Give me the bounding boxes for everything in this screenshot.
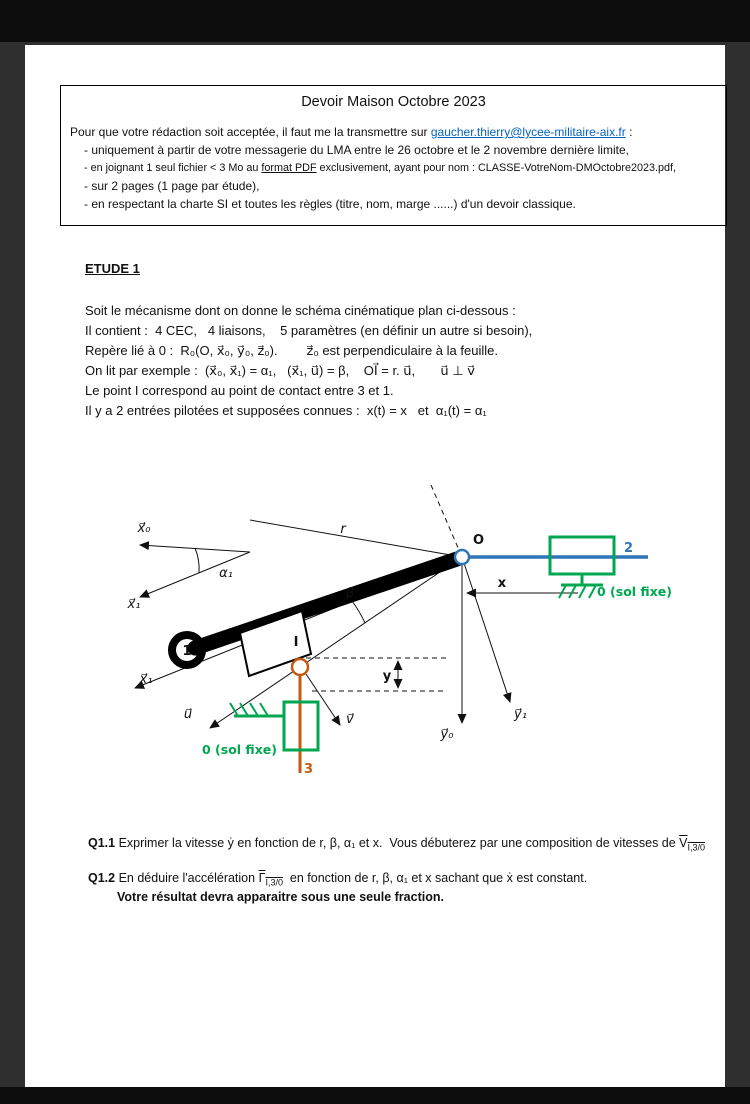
question-text: En déduire l'accélération bbox=[115, 871, 259, 885]
link-1-label: 1 bbox=[182, 644, 192, 659]
bullet-underlined: format PDF bbox=[261, 162, 317, 174]
point-I-label: I bbox=[293, 635, 299, 650]
link-1-body bbox=[195, 559, 457, 648]
bullet-text: - uniquement à partir de votre messagerie du LMA entre le 26 octobre et le 2 novembre dernière limite, bbox=[84, 143, 629, 157]
kinematic-diagram bbox=[100, 480, 700, 800]
notice-intro-colon: : bbox=[625, 125, 633, 139]
beta-label: β bbox=[345, 586, 355, 601]
ground-right-hatch bbox=[589, 585, 596, 598]
section-heading-etude-1: ETUDE 1 bbox=[85, 261, 140, 276]
ground-left-label: 0 (sol fixe) bbox=[202, 742, 277, 757]
beta-arc bbox=[352, 601, 365, 623]
y1-axis-label: y⃗₁ bbox=[514, 707, 527, 722]
u-axis-label: u⃗ bbox=[183, 707, 193, 722]
part-3-label: 3 bbox=[304, 762, 314, 777]
viewer-top-bar bbox=[0, 0, 750, 42]
etude-line: Il y a 2 entrées pilotées et supposées connues : x(t) = x et α₁(t) = α₁ bbox=[85, 403, 487, 418]
contact-point-I-circle bbox=[292, 659, 308, 675]
velocity-vector bbox=[679, 836, 706, 853]
ground-right-hatch bbox=[579, 585, 586, 598]
vector-symbol: V bbox=[679, 836, 688, 850]
r-label: r bbox=[340, 522, 346, 537]
y0-axis-label: y⃗₀ bbox=[440, 727, 454, 742]
etude-1-description bbox=[85, 301, 710, 421]
v-axis-line bbox=[306, 674, 340, 725]
part-2-label: 2 bbox=[624, 541, 634, 556]
etude-line: Soit le mécanisme dont on donne le schéma cinématique plan ci-dessous : bbox=[85, 303, 516, 318]
question-label: Q1.2 bbox=[88, 871, 116, 885]
vector-subscript: I,3/0 bbox=[265, 877, 283, 888]
viewer-bottom-bar bbox=[0, 1087, 750, 1104]
etude-line: Le point I correspond au point de contact entre 3 et 1. bbox=[85, 383, 394, 398]
bullet-text: - sur 2 pages (1 page par étude), bbox=[84, 179, 260, 193]
notice-intro-text: Pour que votre rédaction soit acceptée, il faut me la transmettre sur bbox=[70, 125, 431, 139]
bullet-text: exclusivement, ayant pour nom : CLASSE-VotreNom-DMOctobre2023.pdf, bbox=[316, 162, 677, 174]
y1-axis-dashed bbox=[431, 485, 462, 557]
notice-bullet-1 bbox=[84, 141, 717, 159]
document-title: Devoir Maison Octobre 2023 bbox=[301, 94, 486, 110]
notice-bullet-3 bbox=[84, 177, 717, 195]
email-link[interactable]: gaucher.thierry@lycee-militaire-aix.fr bbox=[430, 125, 626, 139]
x-dimension-label: x bbox=[497, 576, 507, 591]
x0-axis-label: x⃗₀ bbox=[137, 521, 151, 536]
question-1-2-note: Votre résultat devra apparaitre sous une seule fraction. bbox=[117, 890, 444, 904]
question-1-1 bbox=[88, 836, 738, 853]
question-1-2 bbox=[88, 871, 738, 888]
x1-lower-label: x⃗₁ bbox=[139, 672, 153, 687]
y-dimension-label: y bbox=[382, 669, 392, 684]
etude-line: Repère lié à 0 : R₀(O, x⃗₀, y⃗₀, z⃗₀). z⃗₀ est perpendiculaire à la feuille. bbox=[85, 343, 498, 358]
notice-bullet-4 bbox=[84, 195, 717, 213]
acceleration-vector bbox=[258, 871, 283, 888]
notice-intro bbox=[70, 123, 717, 141]
vector-symbol: Γ bbox=[258, 871, 266, 885]
document-page bbox=[25, 45, 725, 1087]
bullet-text: - en joignant 1 seul fichier < 3 Mo au bbox=[84, 162, 262, 174]
x1-upper-line bbox=[140, 552, 250, 597]
question-text: en fonction de r, β, α₁ et x sachant que ẋ est constant. bbox=[282, 871, 588, 885]
alpha1-arc bbox=[195, 548, 199, 573]
ground-right-hatch bbox=[569, 585, 576, 598]
question-text: Exprimer la vitesse ẏ en fonction de r, β, α₁ et x. Vous débuterez par une composition de vitesses de bbox=[115, 836, 680, 850]
etude-line: On lit par exemple : (x⃗₀, x⃗₁) = α₁, (x⃗₁, u⃗) = β, OI⃗ = r. u⃗, u⃗ ⊥ v⃗ bbox=[85, 363, 475, 378]
pivot-O-circle bbox=[455, 550, 469, 564]
ground-right-hatch bbox=[559, 585, 566, 598]
bullet-text: - en respectant la charte SI et toutes les règles (titre, nom, marge ......) d'un devoir classique. bbox=[84, 197, 576, 211]
etude-line: Il contient : 4 CEC, 4 liaisons, 5 paramètres (en définir un autre si besoin), bbox=[85, 323, 533, 338]
notice-bullet-2 bbox=[84, 159, 717, 177]
notice-box bbox=[60, 85, 727, 226]
ground-left-hatch bbox=[250, 703, 258, 716]
r-line bbox=[250, 520, 462, 557]
alpha1-label: α₁ bbox=[219, 566, 233, 581]
question-label: Q1.1 bbox=[88, 836, 116, 850]
ground-left-hatch bbox=[260, 703, 268, 716]
x1-upper-label: x⃗₁ bbox=[127, 597, 141, 612]
point-O-label: O bbox=[473, 533, 485, 548]
vector-subscript: I,3/0 bbox=[687, 842, 706, 853]
v-axis-label: v⃗ bbox=[346, 712, 354, 727]
ground-right-label: 0 (sol fixe) bbox=[597, 584, 672, 599]
